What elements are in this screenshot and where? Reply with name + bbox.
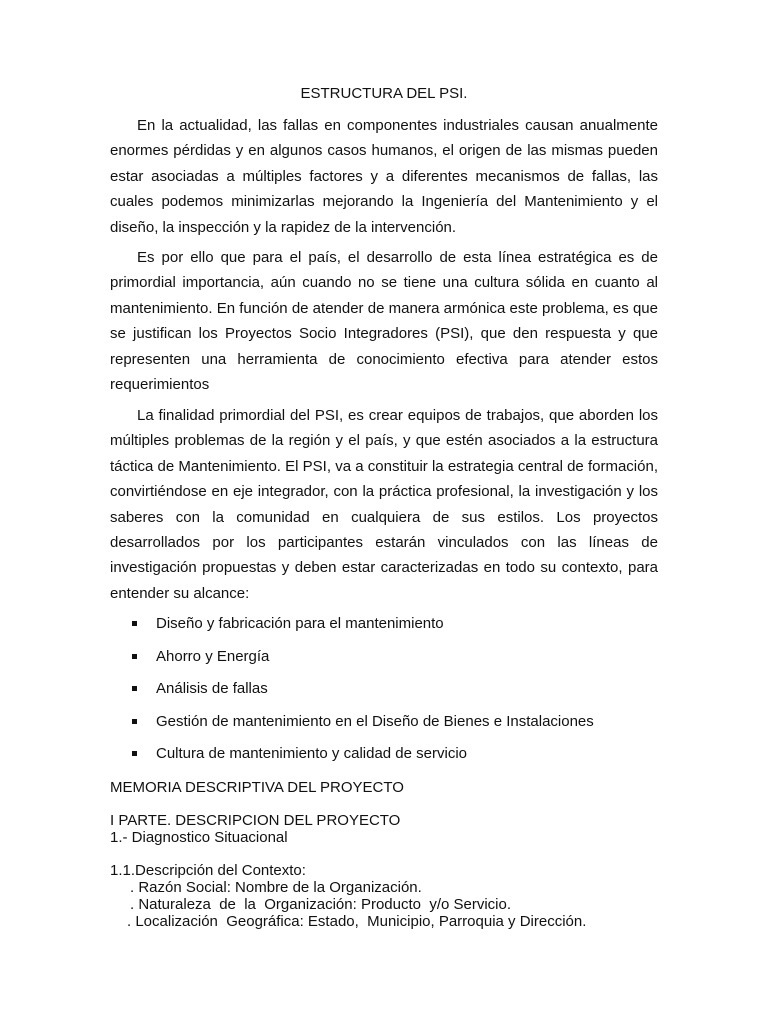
- list-item: [110, 612, 670, 645]
- list-item: [110, 742, 670, 775]
- list-item-text: Cultura de mantenimiento y calidad de servicio: [156, 745, 467, 762]
- square-bullet-icon: [132, 686, 137, 691]
- detail-razon-social: . Razón Social: Nombre de la Organización.: [130, 879, 422, 896]
- parte-heading: I PARTE. DESCRIPCION DEL PROYECTO: [110, 812, 401, 829]
- memoria-heading: MEMORIA DESCRIPTIVA DEL PROYECTO: [110, 779, 404, 796]
- detail-naturaleza: . Naturaleza de la Organización: Producto y/o Servicio.: [130, 896, 512, 913]
- paragraph-2: Es por ello que para el país, el desarrollo de esta línea estratégica es de primordial importancia, aún cuando no se tiene una cultura sólida en cuanto al mantenimiento. En función de atender de manera armónica este problema, es que se justifican los Proyectos Socio Integradores (PSI), que den respuesta y que representen una herramienta de conocimiento efectiva para atender estos requerimientos: [110, 249, 658, 394]
- paragraph-1: En la actualidad, las fallas en componentes industriales causan anualmente enormes pérdidas y en algunos casos humanos, el origen de las mismas pueden estar asociadas a múltiples factores y a diferentes mecanismos de fallas, las cuales podemos minimizarlas mejorando la Ingeniería del Mantenimiento y el diseño, la inspección y la rapidez de la intervención.: [110, 117, 658, 236]
- research-lines-list: [110, 612, 670, 775]
- square-bullet-icon: [132, 719, 137, 724]
- square-bullet-icon: [132, 751, 137, 756]
- detail-localizacion: . Localización Geográfica: Estado, Municipio, Parroquia y Dirección.: [127, 913, 587, 930]
- square-bullet-icon: [132, 621, 137, 626]
- list-item: [110, 677, 670, 710]
- square-bullet-icon: [132, 654, 137, 659]
- list-item-text: Análisis de fallas: [156, 680, 268, 697]
- list-item: [110, 645, 670, 678]
- paragraph-3: La finalidad primordial del PSI, es crear equipos de trabajos, que aborden los múltiples problemas de la región y el país, y que estén asociados a la estructura táctica de Mantenimiento. El PSI, va a constituir la estrategia central de formación, convirtiéndose en eje integrador, con la práctica profesional, la investigación y los saberes con la comunidad en cualquiera de sus estilos. Los proyectos desarrollados por los participantes estarán vinculados con las líneas de investigación propuestas y deben estar caracterizadas en todo su contexto, para entender su alcance:: [110, 407, 658, 602]
- list-item-text: Gestión de mantenimiento en el Diseño de Bienes e Instalaciones: [156, 712, 594, 730]
- list-item-text: Diseño y fabricación para el mantenimiento: [156, 615, 444, 632]
- list-item-text: Ahorro y Energía: [156, 647, 270, 665]
- list-item: [110, 710, 670, 743]
- descripcion-contexto-heading: 1.1.Descripción del Contexto:: [110, 862, 306, 879]
- document-title: ESTRUCTURA DEL PSI.: [300, 85, 468, 102]
- diagnostico-heading: 1.- Diagnostico Situacional: [110, 829, 288, 846]
